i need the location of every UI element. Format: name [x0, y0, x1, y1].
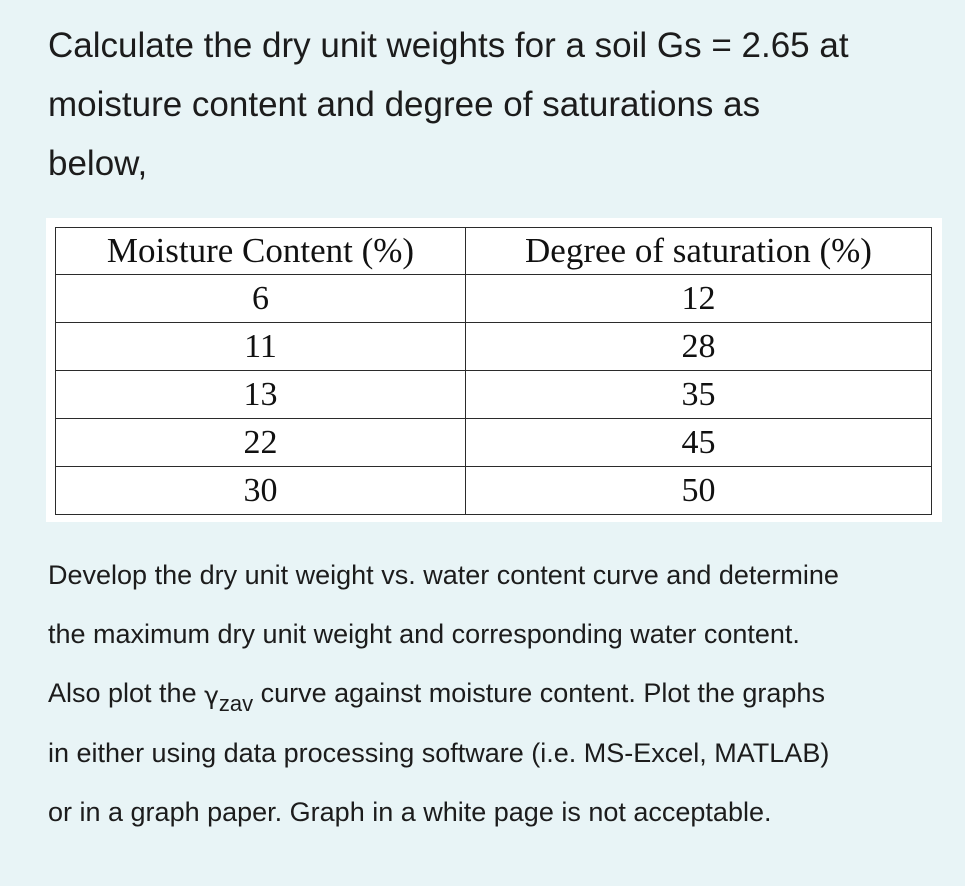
table-row [56, 323, 932, 371]
instructions-line-1: Develop the dry unit weight vs. water content curve and determine [48, 560, 839, 590]
gamma-subscript: zav [218, 691, 254, 716]
moisture-content-cell: 11 [56, 323, 466, 371]
instructions-line-2: the maximum dry unit weight and corresponding water content. [48, 619, 800, 649]
intro-line-2: moisture content and degree of saturations as [48, 85, 761, 124]
saturation-cell: 35 [466, 371, 932, 419]
table-row [56, 419, 932, 467]
instructions-line-3-prefix: Also plot the [48, 678, 205, 708]
header-moisture-content: Moisture Content (%) [56, 228, 466, 275]
instructions-line-3 [48, 664, 948, 724]
instructions [48, 546, 948, 842]
header-degree-of-saturation: Degree of saturation (%) [466, 228, 932, 275]
moisture-content-cell: 30 [56, 467, 466, 515]
gamma-symbol: γ [204, 681, 219, 710]
moisture-content-cell: 13 [56, 371, 466, 419]
table-row [56, 371, 932, 419]
table-header-row [56, 228, 932, 275]
intro-line-1: Calculate the dry unit weights for a soil Gs = 2.65 at [48, 26, 849, 65]
question-intro [48, 16, 948, 193]
saturation-cell: 12 [466, 275, 932, 323]
moisture-content-cell: 22 [56, 419, 466, 467]
saturation-cell: 45 [466, 419, 932, 467]
instructions-line-3-suffix: curve against moisture content. Plot the graphs [253, 678, 825, 708]
saturation-cell: 28 [466, 323, 932, 371]
moisture-content-cell: 6 [56, 275, 466, 323]
saturation-cell: 50 [466, 467, 932, 515]
moisture-saturation-table [55, 227, 932, 515]
table-panel [46, 218, 942, 522]
intro-line-3: below, [48, 144, 148, 183]
table-row [56, 275, 932, 323]
instructions-line-5: or in a graph paper. Graph in a white page is not acceptable. [48, 797, 772, 827]
instructions-line-4: in either using data processing software (i.e. MS-Excel, MATLAB) [48, 738, 830, 768]
table-row [56, 467, 932, 515]
